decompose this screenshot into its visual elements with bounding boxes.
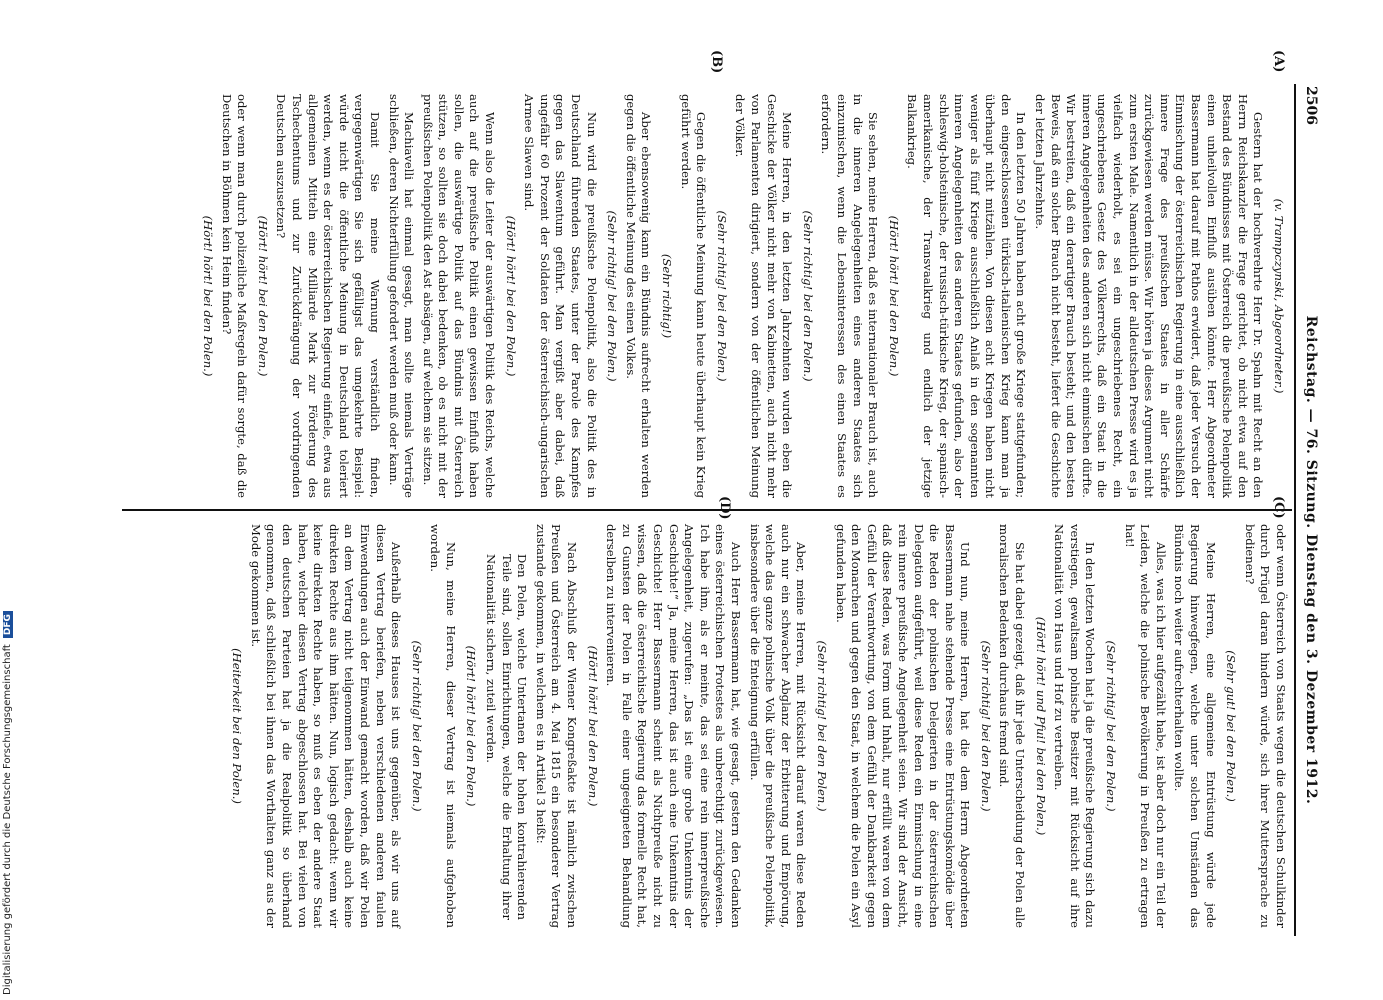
newspaper-page <box>110 50 1320 940</box>
interjection: (Hört! hört! bei den Polen.) <box>464 645 479 807</box>
column-divider <box>122 509 1292 511</box>
interjection: (Hört! hört! bei den Polen.) <box>255 215 270 377</box>
left-column <box>194 94 1288 498</box>
interjection: (Sehr richtig! bei den Polen.) <box>409 640 424 812</box>
margin-marker-a: (A) <box>1271 50 1286 73</box>
paragraph: Sie sehen, meine Herren, daß es internationaler Brauch ist, auch in die inneren Angelegenheiten eines anderen Staates sich einzumischen, wenn die Lebensinteressen des einen Staates es erfordern. <box>819 94 881 498</box>
interjection: (Hört! hört! bei den Polen.) <box>585 645 600 807</box>
margin-marker-d: (D) <box>717 496 732 520</box>
interjection: (Sehr gut! bei den Polen.) <box>1224 650 1239 802</box>
header-rule <box>1294 84 1296 936</box>
paragraph: Sie hat dabei gezeigt, daß ihr jede Unterscheidung der Polen alle moralischen Bedenken durchaus fremd sind. <box>997 524 1028 928</box>
speaker-line: (v. Trampczynski, Abgeordneter.) <box>1272 198 1286 394</box>
side-caption-text: Digitalisierung gefördert durch die Deutsche Forschungsgemeinschaft <box>2 644 13 995</box>
paragraph: Gestern hat der hochverehrte Herr Dr. Spahn mit Recht an den Herrn Reichskanzler die Frage gerichtet, ob nicht etwa auf den Bestand des Bündnisses mit Österreich die preußische Polenpolitik einen unheilvollen Einfluß ausüben könnte. Herr Abgeordneter Bassermann hat darauf mit Pathos erwidert, daß jeder Versuch der Einmischung der österreichischen Regierung in eine ausschließlich innere Frage des preußischen Staates in aller Schärfe zurückgewiesen werden müsse. Wir hören ja dieses Argument nicht zum ersten Male. Namentlich in der alldeutschen Presse wird es ja vielfach wiederholt, es sei ein ungeschriebenes Recht, ein ungeschriebenes Gesetz des Völkerrechts, daß ein Staat in die inneren Angelegenheiten des anderen sich nicht einmischen dürfte. Wir bestreiten, daß ein derartiger Brauch besteht; und den besten Beweis, daß ein solcher Brauch nicht besteht, liefert die Geschichte der letzten Jahrzehnte. <box>1033 94 1266 498</box>
interjection: (Sehr richtig! bei den Polen.) <box>800 210 815 382</box>
paragraph: Meine Herren, eine allgemeine Entrüstung würde jede Regierung hinwegfegen, welche unter solchen Umständen das Bündnis noch weiter aufrechterhalten wollte. <box>1172 524 1218 928</box>
paragraph: Auch Herr Bassermann hat, wie gesagt, gestern den Gedanken eines österreichischen Protestes als unberechtigt zurückgewiesen. Ich habe ihm, als er meinte, das sei eine rein innerpreußische Angelegenheit, zugerufen: „Das ist eine grobe Unkenntnis der Geschichte!“ Ja, meine Herren, das ist auch eine Unkenntnis der Geschichte! Herr Bassermann scheint als Nichtpreuße nicht zu wissen, daß die österreichische Regierung das formelle Recht hat, zu Gunsten der Polen in Falle einer ungeeigneten Behandlung derselben zu intervenieren. <box>604 524 743 928</box>
right-column <box>224 524 1288 928</box>
interjection: (Sehr richtig! bei den Polen.) <box>714 210 729 382</box>
paragraph: Nun, meine Herren, dieser Vertrag ist niemals aufgehoben worden. <box>428 524 458 928</box>
paragraph: Aber, meine Herren, mit Rücksicht darauf waren diese Reden auch nur ein schwacher Abglanz der Erbitterung und Empörung, welche das ganze polnische Volk über die preußische Polenpolitik, insbesondere über die Enteignung erfüllen. <box>747 524 809 928</box>
interjection: (Sehr richtig! bei den Polen.) <box>1104 640 1119 812</box>
interjection: (Hört! hört! bei den Polen.) <box>201 215 215 377</box>
paragraph: In den letzten Wochen hat ja die preußische Regierung sich dazu verstiegen, gewaltsam polnische Besitzer mit Rücksicht auf ihre Nationalität von Haus und Hof zu vertreiben. <box>1052 524 1098 928</box>
paragraph: oder wenn Österreich von Staats wegen die deutschen Schulkinder durch Prügel daran hindern würde, sich ihrer Muttersprache zu bedienen? <box>1242 524 1288 928</box>
quoted-article: Den Polen, welche Untertanen der hohen kontrahierenden Teile sind, sollen Einrichtungen, welche die Erhaltung ihrer Nationalität sichern, zuteil werden. <box>484 554 530 920</box>
paragraph: Und nun, meine Herren, hat die dem Herrn Abgeordneten Bassermann nahe stehende Presse eine Entrüstungskomödie über die Reden der polnischen Delegierten in der österreichischen Delegation aufgeführt, weil diese Reden ein Einmischung in eine rein innere preußische Angelegenheit seien. Wir sind der Ansicht, daß diese Reden, was Form und Inhalt, nur erfüllt waren von dem Gefühl der Verantwortung, von dem Gefühl der Dankbarkeit gegen den Monarchen und gegen den Staat, in welchem die Polen ein Asyl gefunden haben. <box>833 524 973 928</box>
paragraph: Meine Herren, in den letzten Jahrzehnten wurden eben die Geschicke der Völker nicht mehr von Kabinetten, auch nicht mehr von Parlamenten dirigiert, sondern von der öffentlichen Meinung der Völker. <box>733 94 795 498</box>
paragraph: Gegen die öffentliche Meinung kann heute überhaupt kein Krieg geführt werden. <box>678 94 709 498</box>
interjection: (Heiterkeit bei den Polen.) <box>230 648 245 804</box>
page-header <box>1296 80 1320 940</box>
interjection: (Hört! hört! bei den Polen.) <box>886 215 901 377</box>
side-caption <box>2 611 13 995</box>
paragraph: Aber ebensowenig kann ein Bündnis aufrecht erhalten werden gegen die öffentliche Meinung des einen Volkes. <box>623 94 654 498</box>
paragraph: oder wenn man durch polizeiliche Maßregeln dafür sorgte, daß die Deutschen in Böhmen kein Heim finden? <box>219 94 250 498</box>
paragraph: Alles, was ich hier aufgezählt habe, ist aber doch nur ein Teil der Leiden, welche die polnische Bevölkerung in Preußen zu ertragen hat! <box>1122 524 1168 928</box>
paragraph: Außerhalb dieses Hauses ist uns gegenüber, als wir uns auf diesen Vertrag beriefen, neben verschiedenen anderen faulen Einwendungen auch der Einwand gemacht worden, daß wir Polen an dem Vertrag nicht teilgenommen hätten, deshalb auch keine direkten Rechte aus ihm hätten. Nun, logisch gedacht: wenn wir keine direkten Rechte haben, so muß es eben der andere Staat haben, welcher diesen Vertrag abgeschlossen hat. Bei vielen von den deutschen Parteien hat ja die Realpolitik so überhand genommen, daß schließlich bei ihnen das Worthalten ganz aus der Mode gekommen ist. <box>248 524 404 928</box>
paragraph: Nach Abschluß der Wiener Kongreßakte ist nämlich zwischen Preußen und Österreich am 4. Mai 1815 ein besonderer Vertrag zustande gekommen, in welchem es in Artikel 3 heißt: <box>533 524 580 928</box>
margin-marker-c: (C) <box>1271 496 1286 519</box>
interjection: (Sehr richtig! bei den Polen.) <box>605 210 620 382</box>
paragraph: In den letzten 50 Jahren haben acht große Kriege stattgefunden; den eingeschlossenen türkisch-italienischen Krieg kann man ja überhaupt nicht mitzählen. Von diesen acht Kriegen haben nicht weniger als fünf Kriege ausschließlich Anlaß in den sogenannten inneren Angelegenheiten des anderen Staates gefunden, also der schleswig-holsteinische, der russisch-türkische Krieg, der spanisch-amerikanische, der Transvaalkrieg und endlich der jetzige Balkankrieg. <box>905 94 1029 498</box>
paragraph: Wenn also die Leiter der auswärtigen Politik des Reichs, welche auch auf die preußische Politik einen gewissen Einfluß haben sollen, die auswärtige Politik auf das Bündnis mit Österreich stützen, so sollten sie doch dabei bedenken, ob es nicht mit der preußischen Polenpolitik den Ast absägen, auf welchem sie sitzen. <box>420 94 498 498</box>
paragraph: Machiavelli hat einmal gesagt, man sollte niemals Verträge schließen, deren Nichterfüllung gefordert werden muß oder kann. <box>386 94 417 498</box>
paragraph: Nun wird die preußische Polenpolitik, also die Politik des in Deutschland führenden Staates, unter der Parole des Kampfes gegen das Slawentum geführt. Man vergißt aber dabei, daß ungefähr 60 Prozent der Soldaten der österreichisch-ungarischen Armee Slawen sind. <box>522 94 599 498</box>
interjection: (Sehr richtig! bei den Polen.) <box>814 640 829 812</box>
paragraph: Damit Sie meine Warnung verständlich finden, vergegenwärtigen Sie sich gefälligst das umgekehrte Beispiel: würde nicht die öffentliche Meinung in Deutschland toleriert werden, wenn es der österreichischen Regierung einfiele, etwa aus allgemeinen Mitteln eine Milliarde Mark zur Förderung des Tschechentums und zur Zurückdrängung der vordringenden Deutschen auszusetzen? <box>274 94 382 498</box>
interjection: (Sehr richtig!) <box>660 253 675 339</box>
page-number: 2506 <box>1303 86 1319 125</box>
interjection: (Hört! hört! bei den Polen.) <box>503 215 518 377</box>
running-title: Reichstag. — 76. Sitzung. Dienstag den 3. Dezember 1912. <box>1303 315 1319 805</box>
margin-marker-b: (B) <box>709 50 724 74</box>
dfg-logo-badge: DFG <box>3 611 13 638</box>
interjection: (Hört! hört! und Pfui! bei den Polen.) <box>1033 616 1048 836</box>
interjection: (Sehr richtig! bei den Polen.) <box>978 640 993 812</box>
